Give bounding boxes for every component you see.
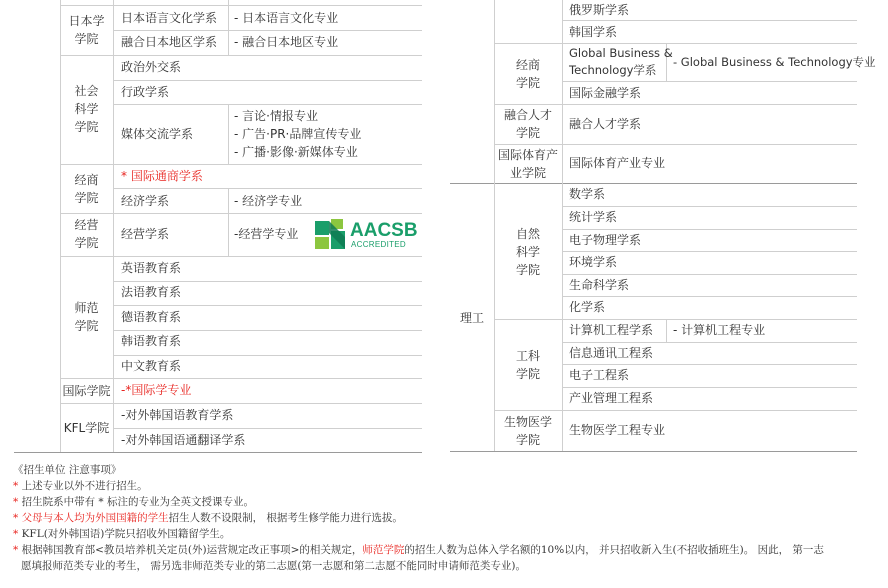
spec-cell: - 日本语言文化专业 xyxy=(234,11,339,25)
major-cell: 融合人才学系 xyxy=(569,117,642,131)
college-natural: 自然 科学 学院 xyxy=(515,227,540,277)
college-sports: 国际体育产 业学院 xyxy=(497,148,558,180)
major-cell: 电子物理学系 xyxy=(569,233,642,247)
aacsb-badge xyxy=(313,217,418,251)
college-business-right: 经商 学院 xyxy=(515,58,540,90)
note-item: * 根据韩国教育部<教员培养机关定员(外)运营规定改正事项>的相关规定，师范学院的招生人数为总体入学名额的10%以内， 并只招收新入生(不招收插班生)。 因此， 第一志 xyxy=(13,544,824,556)
major-cell: 日本语言文化学系 xyxy=(121,11,218,25)
major-cell: 国际体育产业专业 xyxy=(569,156,666,170)
major-cell: 国际金融学系 xyxy=(569,86,642,100)
aacsb-main: AACSB xyxy=(350,220,418,241)
major-cell: 韩语教育系 xyxy=(121,334,182,348)
major-cell: -对外韩国语教育学系 xyxy=(121,408,234,422)
major-cell: 数学系 xyxy=(569,187,606,201)
note-item-continued: 愿填报师范类专业的考生， 需另选非师范类专业的第二志愿(第一志愿和第二志愿不能同时申请师范类专业)。 xyxy=(21,560,527,572)
note-item: * 父母与本人均为外国国籍的学生招生人数不设限制， 根据考生修学能力进行选拔。 xyxy=(13,512,403,524)
major-cell: 环境学系 xyxy=(569,255,618,269)
college-education: 师范 学院 xyxy=(74,301,99,333)
group-science-engineering: 理工 xyxy=(459,311,484,325)
major-cell: -对外韩国语通翻译学系 xyxy=(121,433,246,447)
major-cell: 化学系 xyxy=(569,300,606,314)
major-cell: 中文教育系 xyxy=(121,359,182,373)
major-cell: Global Business & Technology学系 xyxy=(569,46,673,77)
major-cell: 电子工程系 xyxy=(569,368,630,382)
spec-cell: - Global Business & Technology专业 xyxy=(673,55,876,69)
major-cell: 政治外交系 xyxy=(121,60,182,74)
college-international: 国际学院 xyxy=(62,384,111,398)
spec-cell: - 广告·PR·品牌宣传专业 xyxy=(234,127,362,141)
note-item: * 上述专业以外不进行招生。 xyxy=(13,480,148,492)
admission-notes xyxy=(13,462,863,574)
major-cell: 英语教育系 xyxy=(121,261,182,275)
major-cell: 融合日本地区学系 xyxy=(121,35,218,49)
college-fusion: 融合人才 学院 xyxy=(503,108,552,140)
major-cell: 行政学系 xyxy=(121,85,170,99)
spec-cell: - 广播·影像·新媒体专业 xyxy=(234,145,358,159)
spec-cell: -经营学专业 xyxy=(234,227,299,241)
spec-cell: - 经济学专业 xyxy=(234,194,303,208)
spec-cell: - 计算机工程专业 xyxy=(673,323,766,337)
major-cell: 德语教育系 xyxy=(121,310,182,324)
college-social: 社会 科学 学院 xyxy=(74,84,99,134)
major-cell: 俄罗斯学系 xyxy=(569,3,630,17)
note-item: * 招生院系中带有 * 标注的专业为全英文授课专业。 xyxy=(13,496,255,508)
major-cell: 韩国学系 xyxy=(569,25,618,39)
college-management: 经营 学院 xyxy=(74,218,99,250)
notes-title: 《招生单位 注意事项》 xyxy=(13,464,122,476)
major-cell: 媒体交流学系 xyxy=(121,127,194,141)
college-business-left: 经商 学院 xyxy=(74,173,99,205)
major-cell: -*国际学专业 xyxy=(121,383,192,397)
major-cell: 生物医学工程专业 xyxy=(569,423,666,437)
major-cell: 法语教育系 xyxy=(121,285,182,299)
college-engineering: 工科 学院 xyxy=(515,349,540,381)
note-item: * KFL(对外韩国语)学院只招收外国籍留学生。 xyxy=(13,528,231,540)
major-cell: 统计学系 xyxy=(569,210,618,224)
spec-cell: - 言论·情报专业 xyxy=(234,109,318,123)
college-japan: 日本学 学院 xyxy=(68,14,105,46)
spec-cell: - 融合日本地区专业 xyxy=(234,35,339,49)
major-cell: * 国际通商学系 xyxy=(121,169,203,183)
major-cell: 生命科学系 xyxy=(569,278,630,292)
aacsb-sub: ACCREDITED xyxy=(351,240,407,249)
major-cell: 经济学系 xyxy=(121,194,170,208)
major-cell: 计算机工程学系 xyxy=(569,323,654,337)
major-cell: 信息通讯工程系 xyxy=(569,346,654,360)
college-kfl: KFL学院 xyxy=(63,421,110,435)
college-biomed: 生物医学 学院 xyxy=(503,415,552,447)
major-cell: 产业管理工程系 xyxy=(569,391,654,405)
major-cell: 经营学系 xyxy=(121,227,170,241)
